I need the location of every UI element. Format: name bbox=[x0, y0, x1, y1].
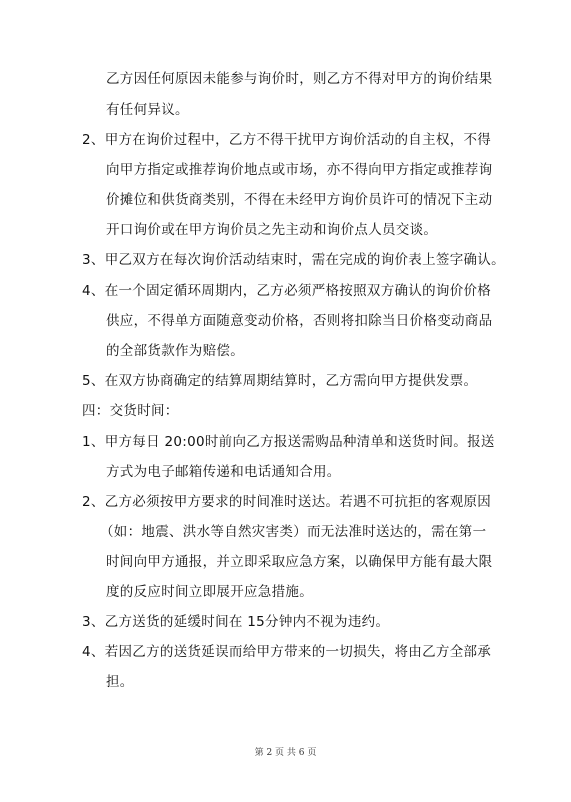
delivery-clause-2-line-1: 2、乙方必须按甲方要求的时间准时送达。若遇不可抗拒的客观原因 bbox=[82, 494, 492, 510]
clause-2-line-1: 2、甲方在询价过程中，乙方不得干扰甲方询价活动的自主权，不得 bbox=[82, 132, 492, 148]
delivery-clause-4-line-1: 4、若因乙方的送货延误而给甲方带来的一切损失，将由乙方全部承 bbox=[82, 644, 492, 660]
text-line-1: 乙方因任何原因未能参与询价时，则乙方不得对甲方的询价结果 bbox=[106, 71, 493, 87]
text-line-2: 有任何异议。 bbox=[106, 102, 189, 118]
section-heading-delivery-time: 四：交货时间： bbox=[82, 403, 179, 419]
delivery-clause-1-line-1: 1、甲方每日 20:00时前向乙方报送需购品种清单和送货时间。报送 bbox=[82, 434, 495, 450]
delivery-clause-2-line-3: 时间向甲方通报，并立即采取应急方案，以确保甲方能有最大限 bbox=[106, 554, 493, 570]
clause-4-line-1: 4、在一个固定循环周期内，乙方必须严格按照双方确认的询价价格 bbox=[82, 283, 492, 299]
clause-2-line-4: 开口询价或在甲方询价员之先主动和询价点人员交谈。 bbox=[106, 222, 438, 238]
page-footer: 第 2 页 共 6 页 bbox=[254, 748, 317, 758]
delivery-clause-2-line-4: 度的反应时间立即展开应急措施。 bbox=[106, 584, 313, 600]
delivery-clause-2-line-2: （如：地震、洪水等自然灾害类）而无法准时送达的，需在第一 bbox=[100, 524, 487, 540]
clause-2-line-2: 向甲方指定或推荐询价地点或市场，亦不得向甲方指定或推荐询 bbox=[106, 162, 493, 178]
delivery-clause-3-line-1: 3、乙方送货的延缓时间在 15分钟内不视为违约。 bbox=[82, 614, 390, 630]
clause-4-line-2: 供应，不得单方面随意变动价格，否则将扣除当日价格变动商品 bbox=[106, 313, 493, 329]
clause-2-line-3: 价摊位和供货商类别，不得在未经甲方询价员许可的情况下主动 bbox=[106, 192, 493, 208]
delivery-clause-4-line-2: 担。 bbox=[106, 674, 134, 690]
clause-5-line-1: 5、在双方协商确定的结算周期结算时，乙方需向甲方提供发票。 bbox=[82, 373, 478, 389]
clause-3-line-1: 3、甲乙双方在每次询价活动结束时，需在完成的询价表上签字确认。 bbox=[82, 252, 505, 268]
delivery-clause-1-line-2: 方式为电子邮箱传递和电话通知合用。 bbox=[106, 464, 341, 480]
clause-4-line-3: 的全部货款作为赔偿。 bbox=[106, 343, 244, 359]
